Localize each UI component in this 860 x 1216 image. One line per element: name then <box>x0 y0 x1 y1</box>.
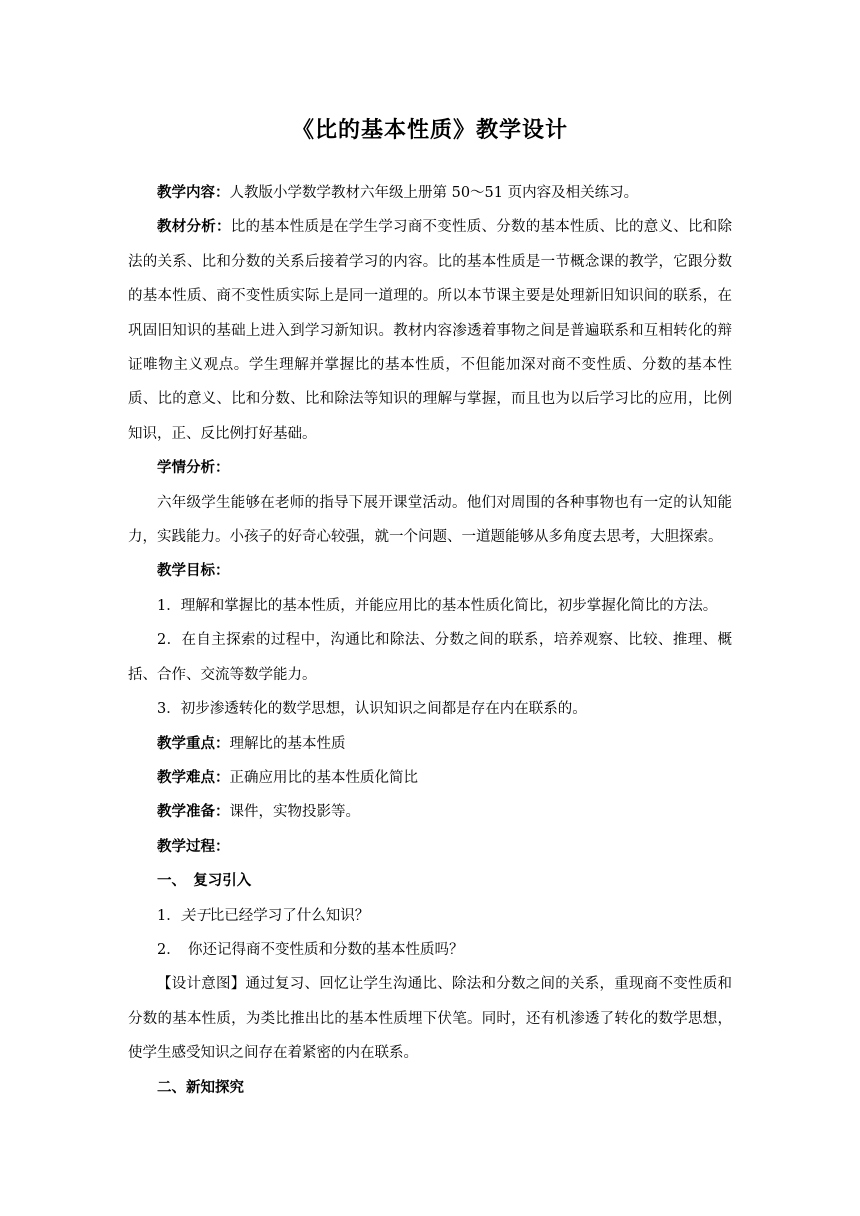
document-body <box>128 176 732 1105</box>
review-question-2: 2． 你还记得商不变性质和分数的基本性质吗？ <box>157 941 464 958</box>
student-analysis-text: 六年级学生能够在老师的指导下展开课堂活动。他们对周围的各种事物也有一定的认知能力，实践能力。小孩子的好奇心较强，就一个问题、一道题能够从多角度去思考，大胆探索。 <box>128 494 732 546</box>
document-title: 《比的基本性质》教学设计 <box>291 117 568 143</box>
preparation-label: 教学准备： <box>157 803 230 821</box>
review-question-1 <box>128 899 732 933</box>
key-point-paragraph <box>128 727 732 761</box>
question-text: 比已经学习了什么知识？ <box>209 907 370 924</box>
teaching-content-text: 人教版小学数学教材六年级上册第 50～51 页内容及相关练习。 <box>229 185 639 201</box>
question-italic-text: 关于 <box>180 907 210 924</box>
section-review-heading: 一、 复习引入 <box>157 872 252 890</box>
goal-item: 1．理解和掌握比的基本性质，并能应用比的基本性质化简比，初步掌握化简比的方法。 <box>157 597 718 614</box>
difficulty-label: 教学难点： <box>157 768 230 786</box>
key-point-text: 理解比的基本性质 <box>229 735 346 752</box>
key-point-label: 教学重点： <box>157 734 230 752</box>
material-analysis-label: 教材分析： <box>157 218 231 236</box>
section-new-knowledge-heading: 二、新知探究 <box>157 1078 244 1096</box>
question-number: 1． <box>157 907 181 924</box>
goal-item: 3．初步渗透转化的数学思想，认识知识之间都是存在内在联系的。 <box>157 701 587 718</box>
teaching-content-paragraph <box>128 176 732 210</box>
material-analysis-text: 比的基本性质是在学生学习商不变性质、分数的基本性质、比的意义、比和除法的关系、比和分数的关系后接着学习的内容。比的基本性质是一节概念课的教学，它跟分数的基本性质、商不变性质实际上是同一道理的。所以本节课主要是处理新旧知识间的联系，在巩固旧知识的基础上进入到学习新知识。教材内容渗透着事物之间是普遍联系和互相转化的辩证唯物主义观点。学生理解并掌握比的基本性质，不但能加深对商不变性质、分数的基本性质、比的意义、比和分数、比和除法等知识的理解与掌握，而且也为以后学习比的应用，比例知识，正、反比例打好基础。 <box>128 219 732 442</box>
teaching-content-label: 教学内容： <box>157 184 230 201</box>
goal-item: 2．在自主探索的过程中，沟通比和除法、分数之间的联系，培养观察、比较、推理、概括、合作、交流等数学能力。 <box>128 632 732 683</box>
difficulty-text: 正确应用比的基本性质化简比 <box>229 769 418 786</box>
difficulty-paragraph <box>128 761 732 795</box>
preparation-text: 课件，实物投影等。 <box>229 804 360 821</box>
design-intent-paragraph: 【设计意图】通过复习、回忆让学生沟通比、除法和分数之间的关系，重现商不变性质和分数的基本性质，为类比推出比的基本性质埋下伏笔。同时，还有机渗透了转化的数学思想，使学生感受知识之间存在着紧密的内在联系。 <box>128 976 732 1062</box>
teaching-goals-heading: 教学目标： <box>157 562 230 580</box>
student-analysis-heading: 学情分析： <box>157 459 230 477</box>
teaching-process-heading: 教学过程： <box>157 837 230 855</box>
material-analysis-paragraph <box>128 210 732 451</box>
preparation-paragraph <box>128 795 732 829</box>
